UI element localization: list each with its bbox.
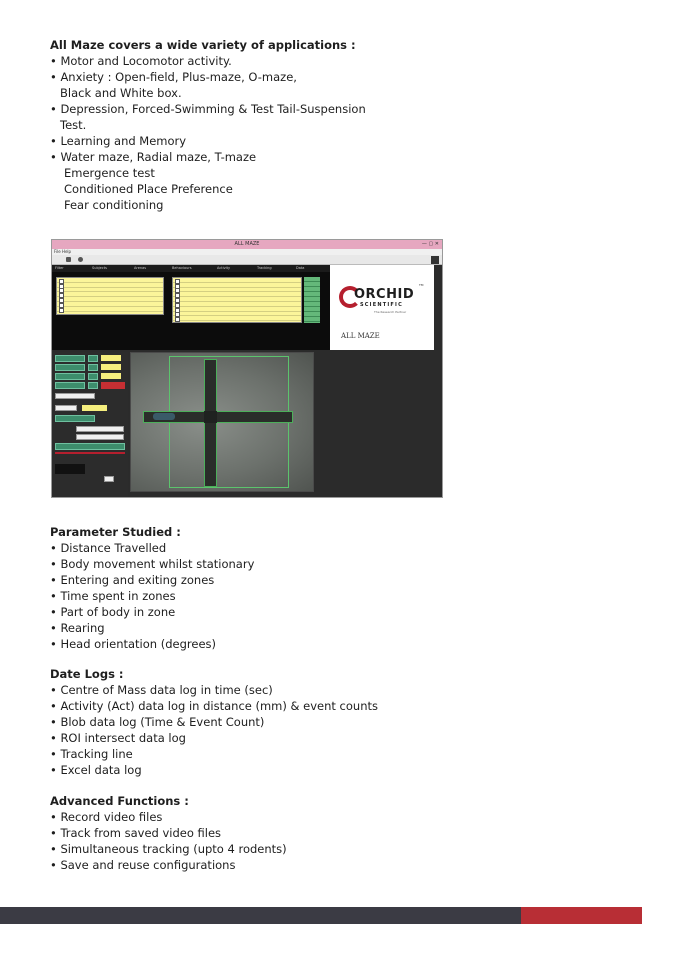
orchid-logo-panel xyxy=(330,265,434,350)
applications-heading: All Maze covers a wide variety of applications : xyxy=(50,38,356,52)
toolbar xyxy=(52,255,442,265)
list-item: • Save and reuse configurations xyxy=(50,858,236,872)
software-screenshot xyxy=(51,239,443,498)
window-titlebar xyxy=(52,240,442,249)
parameters-heading: Parameter Studied : xyxy=(50,525,181,539)
list-item: • Entering and exiting zones xyxy=(50,573,215,587)
list-item: • Rearing xyxy=(50,621,105,635)
input-field xyxy=(76,426,124,432)
list-item: • Part of body in zone xyxy=(50,605,176,619)
list-item: • Blob data log (Time & Event Count) xyxy=(50,715,265,729)
control-panel xyxy=(52,352,128,498)
list-item: • Head orientation (degrees) xyxy=(50,637,216,651)
list-item: • Simultaneous tracking (upto 4 rodents) xyxy=(50,842,287,856)
tracking-tables-panel xyxy=(52,265,330,350)
value-field xyxy=(101,364,121,370)
subjects-table xyxy=(56,277,164,315)
value-field xyxy=(82,405,107,411)
value-field xyxy=(101,355,121,361)
list-item: • Body movement whilst stationary xyxy=(50,557,255,571)
list-item: • Centre of Mass data log in time (sec) xyxy=(50,683,273,697)
logo-brand: ORCHID xyxy=(354,287,415,302)
rodent-blob xyxy=(153,413,175,420)
list-item: • Excel data log xyxy=(50,763,142,777)
list-item: • Track from saved video files xyxy=(50,826,222,840)
menu-bar: File Help xyxy=(52,249,442,255)
control-button xyxy=(55,373,85,380)
control-button xyxy=(88,373,98,380)
list-item: • Anxiety : Open-field, Plus-maze, O-maze, xyxy=(50,70,297,84)
record-icon xyxy=(78,257,83,262)
footer-bar-dark xyxy=(0,907,521,924)
list-item: Test. xyxy=(60,118,87,132)
window-title: ALL MAZE xyxy=(234,241,260,247)
behaviours-table xyxy=(172,277,302,323)
list-item: • Water maze, Radial maze, T-maze xyxy=(50,150,257,164)
list-item: • Learning and Memory xyxy=(50,134,187,148)
list-item: • Depression, Forced-Swimming & Test Tail-Suspension xyxy=(50,102,366,116)
maze-center xyxy=(204,411,217,423)
control-button xyxy=(88,364,98,371)
parameters-section xyxy=(50,524,254,652)
control-button xyxy=(55,415,95,422)
footer-bar-red xyxy=(521,907,642,924)
logo-trademark: TM xyxy=(419,283,424,287)
preview-box xyxy=(55,464,85,474)
advanced-heading: Advanced Functions : xyxy=(50,794,189,808)
maze-arm-vertical xyxy=(204,359,217,487)
list-item: • Tracking line xyxy=(50,747,133,761)
table-header-row: Filter Subjects Arenas Behaviours Activity Tracking Data xyxy=(52,265,330,272)
list-item: • Record video files xyxy=(50,810,163,824)
logo-product: ALL MAZE xyxy=(341,332,380,340)
stop-button xyxy=(101,382,125,389)
toggle xyxy=(104,476,114,482)
list-item: • ROI intersect data log xyxy=(50,731,186,745)
window-controls-icon: — ▢ ✕ xyxy=(421,241,439,247)
applications-section xyxy=(50,37,366,213)
logo-tagline: The Research Partner xyxy=(374,310,407,314)
value-field xyxy=(101,373,121,379)
list-item: • Motor and Locomotor activity. xyxy=(50,54,232,68)
control-button xyxy=(55,364,85,371)
control-button xyxy=(55,443,125,450)
empty-panel xyxy=(314,352,443,498)
logs-section xyxy=(50,666,378,778)
logs-heading: Date Logs : xyxy=(50,667,124,681)
control-button xyxy=(55,382,85,389)
list-item: Fear conditioning xyxy=(64,198,164,212)
logo-subtitle: SCIENTIFIC xyxy=(360,302,403,308)
select-field xyxy=(55,393,95,399)
list-item: Black and White box. xyxy=(60,86,182,100)
camera-icon xyxy=(66,257,71,262)
list-item: • Distance Travelled xyxy=(50,541,167,555)
list-item: Emergence test xyxy=(64,166,155,180)
list-item: Conditioned Place Preference xyxy=(64,182,233,196)
input-field xyxy=(76,434,124,440)
maze-video-feed xyxy=(130,352,314,492)
input-field xyxy=(55,405,77,411)
control-button xyxy=(55,355,85,362)
control-button xyxy=(88,382,98,389)
divider xyxy=(55,452,125,454)
status-indicators xyxy=(304,277,320,323)
control-button xyxy=(88,355,98,362)
grid-icon xyxy=(431,256,439,264)
list-item: • Activity (Act) data log in distance (mm) & event counts xyxy=(50,699,378,713)
applications-list xyxy=(50,53,366,213)
advanced-section xyxy=(50,793,287,873)
list-item: • Time spent in zones xyxy=(50,589,176,603)
